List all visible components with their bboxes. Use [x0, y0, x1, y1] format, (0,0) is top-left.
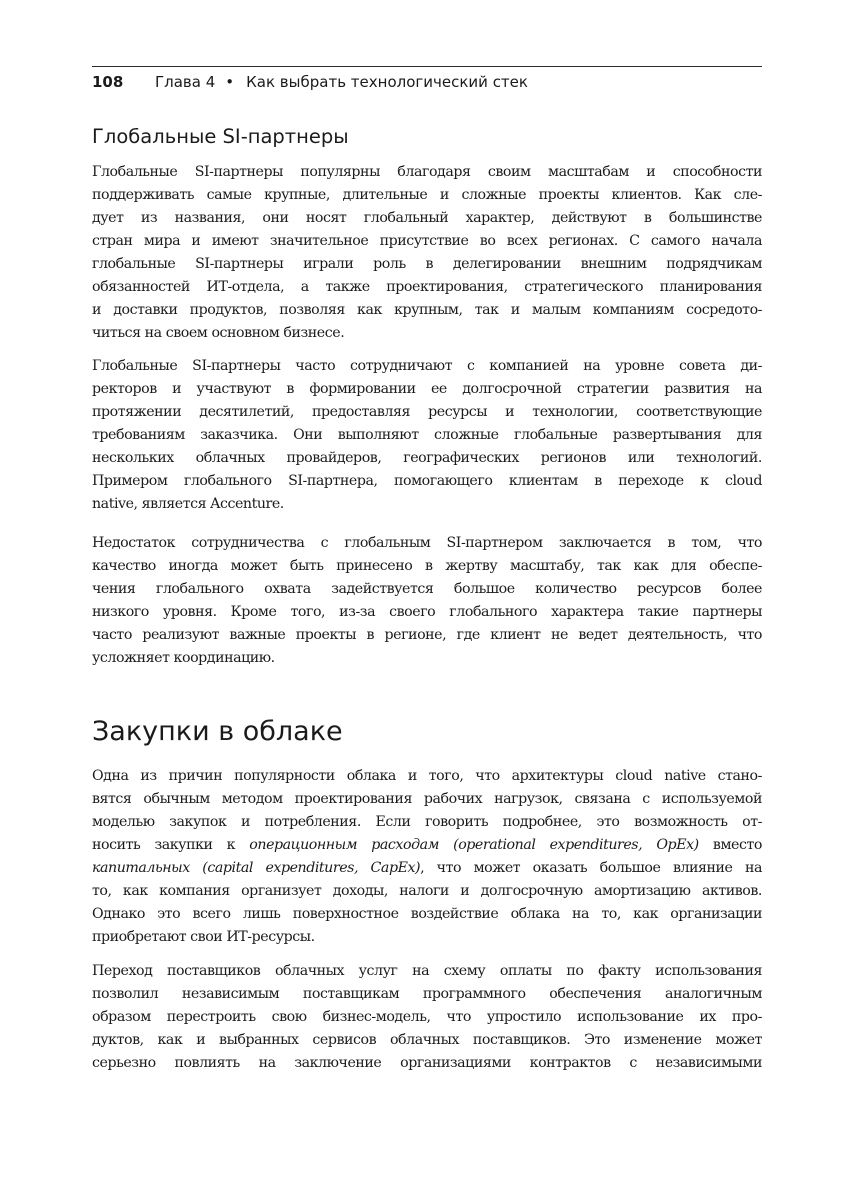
text-line: образом перестроить свою бизнес-модель, что упростило использование их про-	[92, 1009, 762, 1025]
text-line: качество иногда может быть принесено в жертву масштабу, так как для обеспе-	[92, 558, 762, 574]
text-line: чения глобального охвата задействуется большое количество ресурсов более	[92, 581, 762, 597]
text-line: обязанностей ИТ-отдела, а также проектирования, стратегического планирования	[92, 279, 762, 295]
page-number: 108	[92, 73, 124, 91]
text-line: протяжении десятилетий, предоставляя ресурсы и технологии, соответствующие	[92, 404, 762, 420]
section-heading: Глобальные SI-партнеры	[92, 125, 349, 148]
body-paragraph	[92, 532, 762, 670]
italic-term: операционным расходам (operational expenditures, OpEx)	[249, 837, 699, 853]
text-line: вятся обычным методом проектирования рабочих нагрузок, связана с используемой	[92, 791, 762, 807]
book-page	[92, 0, 762, 1200]
body-paragraph	[92, 960, 762, 1075]
text-line: серьезно повлиять на заключение организациями контрактов с независимыми	[92, 1055, 762, 1071]
chapter-title: Как выбрать технологический стек	[246, 73, 528, 91]
header-separator: •	[225, 73, 235, 91]
text-line: дуктов, как и выбранных сервисов облачных поставщиков. Это изменение может	[92, 1032, 762, 1048]
chapter-section-heading: Закупки в облаке	[92, 716, 343, 747]
text-line: усложняет координацию.	[92, 650, 275, 666]
text-segment: вместо	[698, 837, 762, 853]
text-line: читься на своем основном бизнесе.	[92, 325, 345, 341]
text-line: Недостаток сотрудничества с глобальным SI-партнером заключается в том, что	[92, 535, 762, 551]
text-line: поддерживать самые крупные, длительные и сложные проекты клиентов. Как сле-	[92, 187, 762, 203]
body-paragraph	[92, 765, 762, 949]
text-line: нескольких облачных провайдеров, географических регионов или технологий.	[92, 450, 762, 466]
text-line: Переход поставщиков облачных услуг на схему оплаты по факту использования	[92, 963, 762, 979]
text-line: то, как компания организует доходы, налоги и долгосрочную амортизацию активов.	[92, 883, 762, 899]
text-line	[92, 857, 762, 880]
text-line: приобретают свои ИТ-ресурсы.	[92, 929, 315, 945]
text-line: Примером глобального SI-партнера, помогающего клиентам в переходе к cloud	[92, 473, 762, 489]
text-line: позволил независимым поставщикам программного обеспечения аналогичным	[92, 986, 762, 1002]
text-line: стран мира и имеют значительное присутствие во всех регионах. С самого начала	[92, 233, 762, 249]
text-line: моделью закупок и потребления. Если говорить подробнее, это возможность от-	[92, 814, 762, 830]
text-line: требованиям заказчика. Они выполняют сложные глобальные развертывания для	[92, 427, 762, 443]
text-segment: , что может оказать большое влияние на	[420, 860, 763, 876]
text-line: ректоров и участвуют в формировании ее долгосрочной стратегии развития на	[92, 381, 762, 397]
text-line: native, является Accenture.	[92, 496, 284, 512]
text-line: Одна из причин популярности облака и того, что архитектуры cloud native стано-	[92, 768, 762, 784]
text-line: Глобальные SI-партнеры популярны благодаря своим масштабам и способности	[92, 164, 762, 180]
text-line: часто реализуют важные проекты в регионе, где клиент не ведет деятельность, что	[92, 627, 762, 643]
italic-term: капитальных (capital expenditures, CapEx)	[92, 860, 421, 876]
text-line: дует из названия, они носят глобальный характер, действуют в большинстве	[92, 210, 762, 226]
text-line: Глобальные SI-партнеры часто сотрудничают с компанией на уровне совета ди-	[92, 358, 762, 374]
text-line: низкого уровня. Кроме того, из-за своего глобального характера такие партнеры	[92, 604, 762, 620]
text-line	[92, 834, 762, 857]
text-segment: носить закупки к	[92, 837, 250, 853]
body-paragraph	[92, 355, 762, 516]
body-paragraph	[92, 161, 762, 345]
running-head	[92, 66, 762, 92]
chapter-label: Глава 4	[155, 73, 216, 91]
text-line: глобальные SI-партнеры играли роль в делегировании внешним подрядчикам	[92, 256, 762, 272]
text-line: Однако это всего лишь поверхностное воздействие облака на то, как организации	[92, 906, 762, 922]
text-line: и доставки продуктов, позволяя как крупным, так и малым компаниям сосредото-	[92, 302, 762, 318]
